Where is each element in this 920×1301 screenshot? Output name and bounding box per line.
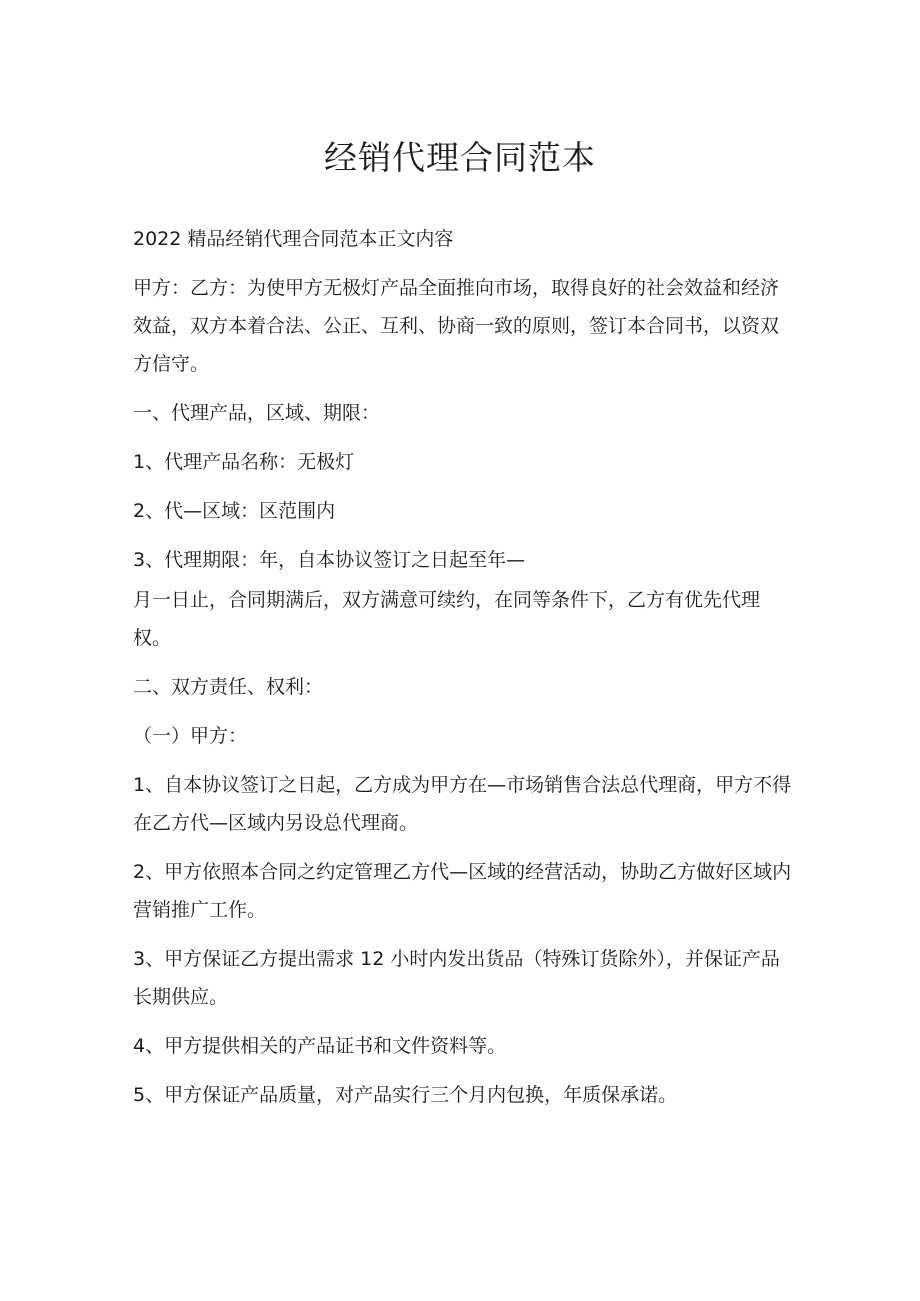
clause-1-1: 1、代理产品名称：无极灯	[133, 451, 355, 473]
subsection-heading-party-a: （一）甲方：	[133, 725, 248, 747]
clause-2-1: 1、自本协议签订之日起，乙方成为甲方在—市场销售合法总代理商，甲方不得在乙方代—区域内另设总代理商。	[133, 774, 792, 834]
clause-2-3: 3、甲方保证乙方提出需求 12 小时内发出货品（特殊订货除外），并保证产品长期供应。	[133, 948, 780, 1008]
clause-2-5: 5、甲方保证产品质量，对产品实行三个月内包换，年质保承诺。	[133, 1084, 678, 1106]
clause-1-3: 3、代理期限：年，自本协议签订之日起至年—	[133, 549, 526, 571]
paragraph-preamble: 甲方：乙方：为使甲方无极灯产品全面推向市场，取得良好的社会效益和经济效益，双方本着合法、公正、互利、协商一致的原则，签订本合同书，以资双方信守。	[133, 277, 780, 375]
paragraph-subtitle: 2022 精品经销代理合同范本正文内容	[133, 228, 454, 250]
clause-1-2: 2、代—区域：区范围内	[133, 500, 336, 522]
clause-2-4: 4、甲方提供相关的产品证书和文件资料等。	[133, 1035, 507, 1057]
section-heading-2: 二、双方责任、权利：	[133, 676, 324, 698]
clause-2-2: 2、甲方依照本合同之约定管理乙方代—区域的经营活动，协助乙方做好区域内营销推广工作。	[133, 861, 792, 921]
document-body	[133, 220, 793, 1125]
section-heading-1: 一、代理产品，区域、期限：	[133, 402, 381, 424]
clause-1-3-continued: 月一日止，合同期满后，双方满意可续约，在同等条件下，乙方有优先代理权。	[133, 589, 761, 649]
document-title: 经销代理合同范本	[324, 138, 596, 177]
